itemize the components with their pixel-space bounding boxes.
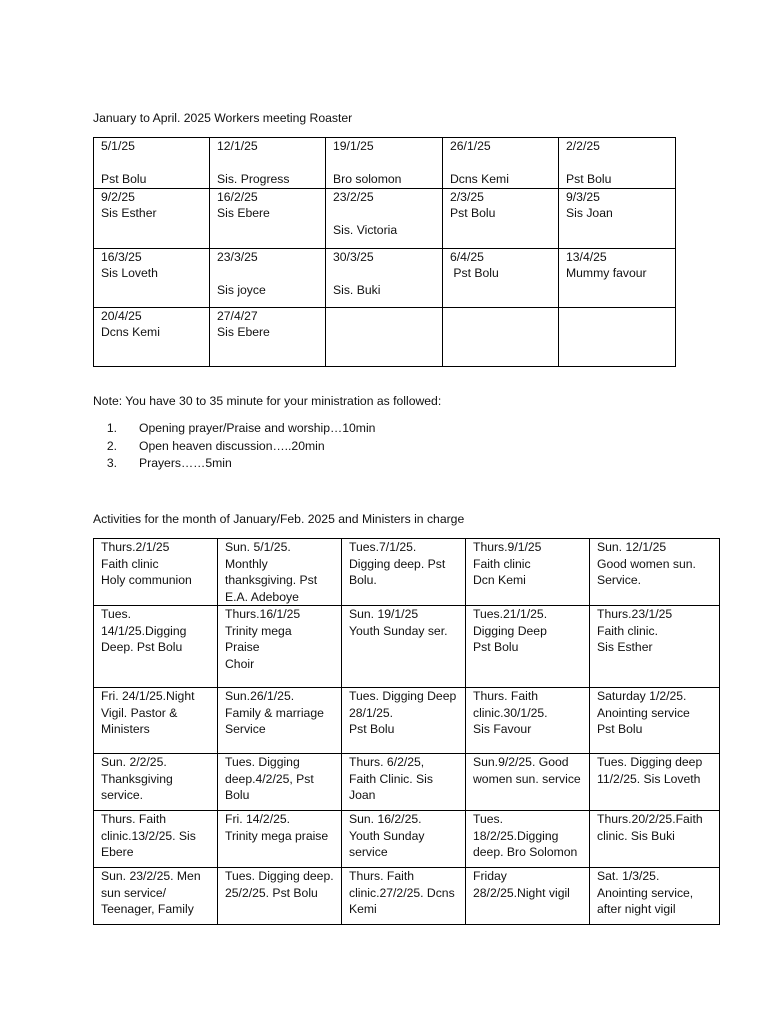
cell-text — [333, 205, 435, 222]
cell-text: Pst Bolu — [450, 206, 496, 220]
cell-text: Tues. Digging deep 11/2/25. Sis Loveth — [597, 755, 703, 786]
table-cell — [94, 307, 210, 366]
cell-text: 2/2/25 — [566, 139, 600, 153]
table-cell — [342, 811, 466, 868]
table-cell — [94, 138, 210, 189]
ministration-list — [93, 420, 375, 473]
table-cell — [218, 688, 342, 754]
cell-text: Sis. Buki — [333, 282, 381, 297]
cell-text: Sis. Progress — [217, 172, 290, 186]
table-cell — [443, 188, 559, 248]
cell-text: Sis Esther — [597, 640, 653, 654]
cell-text — [101, 155, 202, 172]
list-item — [93, 420, 375, 438]
cell-text: 13/4/25 — [566, 249, 607, 264]
cell-text: Thurs.23/1/25 — [597, 607, 673, 621]
table-cell — [466, 688, 590, 754]
cell-text: Thurs. Faith clinic.27/2/25. Dcns Kemi — [349, 869, 455, 916]
cell-text: Faith clinic — [473, 556, 531, 571]
cell-text: Thurs.16/1/25 — [225, 607, 301, 621]
cell-text: Pst Bolu — [566, 172, 612, 186]
cell-text: 9/3/25 — [566, 189, 600, 204]
table-row — [94, 688, 720, 754]
list-item-text: Open heaven discussion…..20min — [139, 438, 325, 453]
table-cell — [466, 811, 590, 868]
cell-text: 9/2/25 — [101, 189, 135, 204]
table-cell — [94, 688, 218, 754]
table-cell — [559, 188, 676, 248]
cell-text: 5/1/25 — [101, 139, 135, 153]
table-cell — [210, 248, 326, 307]
table-cell — [94, 754, 218, 811]
cell-text: Sun. 2/2/25. — [101, 755, 167, 769]
table-cell — [559, 307, 676, 366]
cell-text: Sun. 16/2/25. — [349, 812, 422, 826]
cell-text: Tues. 14/1/25.Digging Deep. Pst Bolu — [101, 607, 187, 654]
cell-text: Saturday 1/2/25. — [597, 689, 687, 703]
cell-text: Thurs.20/2/25.Faith clinic. Sis Buki — [597, 812, 703, 843]
cell-text: Sis Ebere — [217, 325, 270, 339]
table-row — [94, 248, 676, 307]
cell-text: Bro solomon — [333, 172, 402, 186]
activities-table — [93, 538, 720, 925]
cell-text: Tues. Digging Deep 28/1/25. — [349, 689, 457, 720]
table-cell — [466, 868, 590, 925]
table-cell — [326, 307, 443, 366]
cell-text: Thurs. 6/2/25, — [349, 755, 425, 769]
cell-text: Thanksgiving service. — [101, 771, 173, 802]
cell-text: Fri. 24/1/25.Night Vigil. Pastor & Ministers — [101, 689, 195, 736]
table-cell — [590, 754, 720, 811]
table-cell — [443, 248, 559, 307]
cell-text: Thurs.2/1/25 — [101, 540, 170, 554]
cell-text: 23/2/25 — [333, 189, 374, 204]
cell-text: 19/1/25 — [333, 139, 374, 153]
cell-text: Thurs. Faith clinic.30/1/25. — [473, 689, 548, 720]
table-cell — [590, 688, 720, 754]
cell-text: Anointing service — [597, 705, 690, 720]
table-cell — [342, 688, 466, 754]
cell-text: Sis Ebere — [217, 206, 270, 220]
cell-text: Sis Esther — [101, 206, 157, 220]
table-row — [94, 188, 676, 248]
cell-text — [333, 155, 435, 172]
table-row — [94, 811, 720, 868]
table-cell — [559, 248, 676, 307]
table-cell — [590, 606, 720, 688]
cell-text: Mummy favour — [566, 266, 647, 280]
cell-text: Thurs.9/1/25 — [473, 540, 542, 554]
cell-text: Tues. 18/2/25.Digging deep. Bro Solomon — [473, 812, 578, 859]
table-cell — [590, 539, 720, 606]
table-cell — [466, 539, 590, 606]
table-cell — [326, 188, 443, 248]
list-item — [93, 455, 375, 473]
table-cell — [210, 138, 326, 189]
cell-text: Youth Sunday service — [349, 828, 425, 859]
roster-table — [93, 137, 676, 367]
cell-text: Pst Bolu — [450, 266, 499, 280]
cell-text: Thurs. Faith clinic.13/2/25. Sis Ebere — [101, 812, 196, 859]
cell-text — [333, 265, 435, 282]
table-cell — [218, 811, 342, 868]
table-cell — [559, 138, 676, 189]
table-cell — [94, 188, 210, 248]
cell-text: Pst Bolu — [349, 722, 395, 736]
cell-text — [217, 155, 318, 172]
cell-text: Fri. 14/2/25. — [225, 812, 291, 826]
cell-text: Sun. 5/1/25. — [225, 540, 291, 554]
cell-text: 6/4/25 — [450, 249, 484, 264]
roster-title: January to April. 2025 Workers meeting Roaster — [93, 111, 353, 125]
cell-text: 16/3/25 — [101, 249, 142, 264]
table-cell — [443, 307, 559, 366]
table-cell — [218, 539, 342, 606]
cell-text: 23/3/25 — [217, 249, 258, 264]
cell-text: Sat. 1/3/25. Anointing service, after night vigil — [597, 869, 694, 916]
list-number: 3. — [106, 456, 117, 470]
list-number: 1. — [106, 421, 117, 435]
cell-text: Sun. 19/1/25 — [349, 607, 419, 621]
cell-text: Sis Loveth — [101, 266, 158, 280]
cell-text: Sis Favour — [473, 722, 532, 736]
table-cell — [94, 248, 210, 307]
cell-text: Sun. 12/1/25 — [597, 540, 667, 554]
cell-text: Tues.21/1/25. — [473, 607, 548, 621]
cell-text: 2/3/25 — [450, 189, 484, 204]
table-cell — [210, 307, 326, 366]
cell-text: 12/1/25 — [217, 139, 258, 153]
table-row — [94, 539, 720, 606]
activities-title: Activities for the month of January/Feb. 2025 and Ministers in charge — [93, 512, 465, 526]
cell-text: Pst Bolu — [597, 722, 643, 736]
table-cell — [342, 606, 466, 688]
cell-text: Sun.26/1/25. — [225, 689, 295, 703]
cell-text: Dcns Kemi — [101, 325, 160, 339]
cell-text: Tues.7/1/25. — [349, 540, 417, 554]
cell-text: Pst Bolu — [473, 640, 519, 654]
cell-text: Sis. Victoria — [333, 222, 398, 237]
list-item-text: Prayers……5min — [139, 456, 232, 470]
cell-text: 26/1/25 — [450, 139, 491, 153]
table-row — [94, 868, 720, 925]
cell-text: Youth Sunday ser. — [349, 623, 448, 638]
cell-text: Choir — [225, 656, 255, 671]
list-item-text: Opening prayer/Praise and worship…10min — [139, 421, 376, 435]
table-cell — [94, 606, 218, 688]
table-row — [94, 606, 720, 688]
cell-text — [217, 265, 318, 282]
cell-text: Dcns Kemi — [450, 172, 509, 186]
cell-text: Digging Deep — [473, 623, 547, 638]
cell-text: Tues. Digging deep.4/2/25, Pst Bolu — [225, 755, 314, 802]
table-cell — [342, 868, 466, 925]
cell-text: Sun. 23/2/25. Men sun service/ Teenager, Family — [101, 869, 201, 916]
table-cell — [326, 248, 443, 307]
cell-text: 30/3/25 — [333, 249, 374, 264]
table-row — [94, 307, 676, 366]
table-row — [94, 754, 720, 811]
cell-text: Digging deep. Pst Bolu. — [349, 556, 446, 587]
table-cell — [94, 868, 218, 925]
cell-text: Sis joyce — [217, 282, 266, 297]
cell-text: Holy communion — [101, 573, 192, 587]
cell-text — [450, 155, 551, 172]
table-cell — [94, 811, 218, 868]
table-cell — [326, 138, 443, 189]
table-row — [94, 138, 676, 189]
cell-text: Friday 28/2/25.Night vigil — [473, 869, 570, 900]
table-cell — [443, 138, 559, 189]
cell-text: Faith clinic — [101, 556, 159, 571]
table-cell — [590, 811, 720, 868]
cell-text: Tues. Digging deep. 25/2/25. Pst Bolu — [225, 869, 334, 900]
cell-text: Sis Joan — [566, 206, 613, 220]
list-item — [93, 438, 375, 456]
cell-text: Trinity mega — [225, 623, 292, 638]
note-text: Note: You have 30 to 35 minute for your ministration as followed: — [93, 394, 442, 408]
cell-text: Praise — [225, 640, 260, 654]
table-cell — [218, 868, 342, 925]
cell-text: Monthly thanksgiving. Pst E.A. Adeboye — [225, 556, 318, 604]
cell-text: Trinity mega praise — [225, 828, 329, 843]
cell-text: Sun.9/2/25. Good women sun. service — [473, 755, 581, 786]
cell-text: Faith Clinic. Sis Joan — [349, 771, 433, 802]
table-cell — [466, 606, 590, 688]
table-cell — [590, 868, 720, 925]
cell-text: Pst Bolu — [101, 172, 147, 186]
cell-text: Good women sun. Service. — [597, 556, 696, 587]
cell-text: 20/4/25 — [101, 308, 142, 323]
table-cell — [342, 754, 466, 811]
table-cell — [210, 188, 326, 248]
cell-text: 27/4/27 — [217, 308, 258, 323]
list-number: 2. — [106, 438, 117, 453]
cell-text: Dcn Kemi — [473, 573, 526, 587]
cell-text: 16/2/25 — [217, 189, 258, 204]
cell-text: Family & marriage Service — [225, 705, 324, 736]
table-cell — [218, 606, 342, 688]
table-cell — [218, 754, 342, 811]
table-cell — [466, 754, 590, 811]
cell-text — [566, 155, 668, 172]
table-cell — [94, 539, 218, 606]
table-cell — [342, 539, 466, 606]
cell-text: Faith clinic. — [597, 623, 658, 638]
